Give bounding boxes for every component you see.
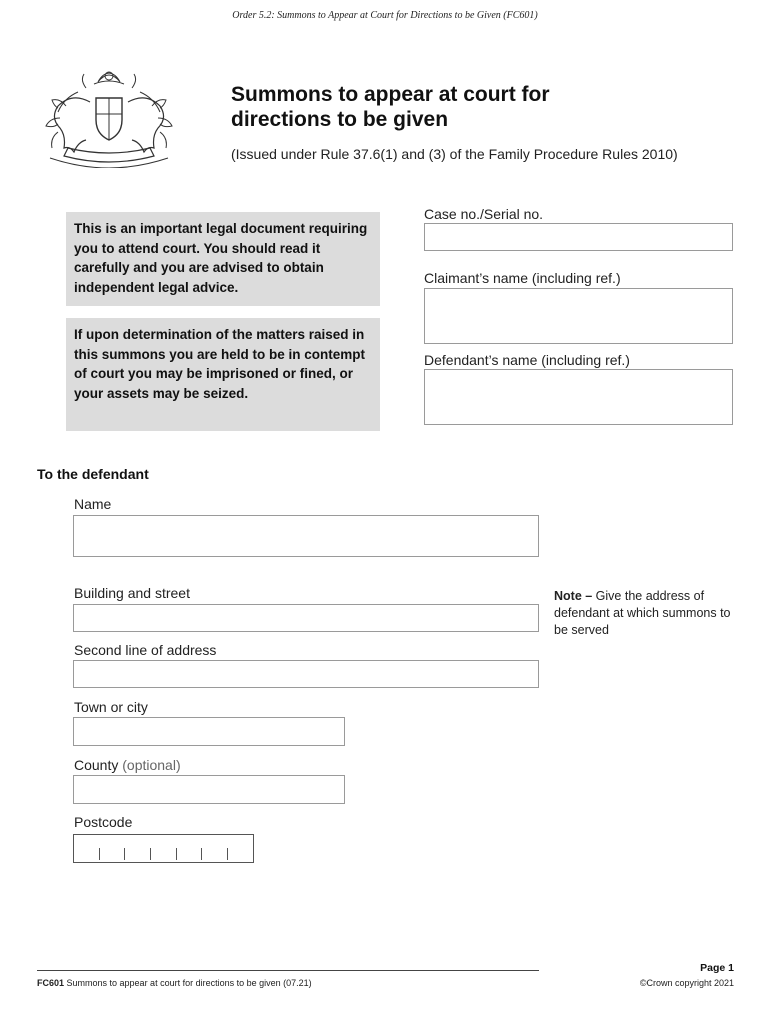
defendant-name-field[interactable] <box>424 369 733 425</box>
building-street-label: Building and street <box>74 585 190 601</box>
case-no-field[interactable] <box>424 223 733 251</box>
legal-document-notice: This is an important legal document requiring you to attend court. You should read it carefully and you are advised to obtain independent legal advice. <box>66 212 380 306</box>
postcode-divider <box>227 848 228 860</box>
town-city-field[interactable] <box>73 717 345 746</box>
to-the-defendant-heading: To the defendant <box>37 466 149 482</box>
form-order-header: Order 5.2: Summons to Appear at Court for Directions to be Given (FC601) <box>232 10 538 21</box>
claimant-name-label: Claimant’s name (including ref.) <box>424 270 621 286</box>
page-number: Page 1 <box>700 962 734 974</box>
address-note <box>554 588 734 639</box>
note-text: Give the address of defendant at which summons to be served <box>554 589 731 637</box>
county-label-text: County <box>74 757 119 773</box>
second-line-field[interactable] <box>73 660 539 688</box>
defendant-name-label: Defendant’s name (including ref.) <box>424 352 630 368</box>
postcode-label: Postcode <box>74 814 133 830</box>
postcode-divider <box>176 848 177 860</box>
second-line-label: Second line of address <box>74 642 217 658</box>
title-line-2: directions to be given <box>231 108 449 131</box>
claimant-name-field[interactable] <box>424 288 733 344</box>
page-title <box>231 82 651 132</box>
postcode-field[interactable] <box>73 834 254 863</box>
town-city-label: Town or city <box>74 699 148 715</box>
footer-form-name: Summons to appear at court for directions to be given (07.21) <box>64 978 312 988</box>
case-no-label: Case no./Serial no. <box>424 206 544 222</box>
footer-form-title <box>37 978 312 988</box>
postcode-divider <box>201 848 202 860</box>
footer-form-code: FC601 <box>37 978 65 988</box>
contempt-warning-notice: If upon determination of the matters raised in this summons you are held to be in contempt of court you may be imprisoned or fined, or your assets may be seized. <box>66 318 380 431</box>
title-line-1: Summons to appear at court for <box>231 83 550 106</box>
copyright: ©Crown copyright 2021 <box>639 978 734 988</box>
page-subtitle: (Issued under Rule 37.6(1) and (3) of the Family Procedure Rules 2010) <box>231 146 678 162</box>
note-bold: Note – <box>554 589 593 603</box>
postcode-divider <box>124 848 125 860</box>
postcode-divider <box>150 848 151 860</box>
royal-coat-of-arms-icon <box>38 62 180 168</box>
name-label: Name <box>74 496 112 512</box>
footer-divider <box>37 970 539 971</box>
county-label <box>74 757 181 773</box>
county-optional-text: (optional) <box>122 757 181 773</box>
defendant-full-name-field[interactable] <box>73 515 539 557</box>
postcode-divider <box>99 848 100 860</box>
county-field[interactable] <box>73 775 345 804</box>
building-street-field[interactable] <box>73 604 539 632</box>
